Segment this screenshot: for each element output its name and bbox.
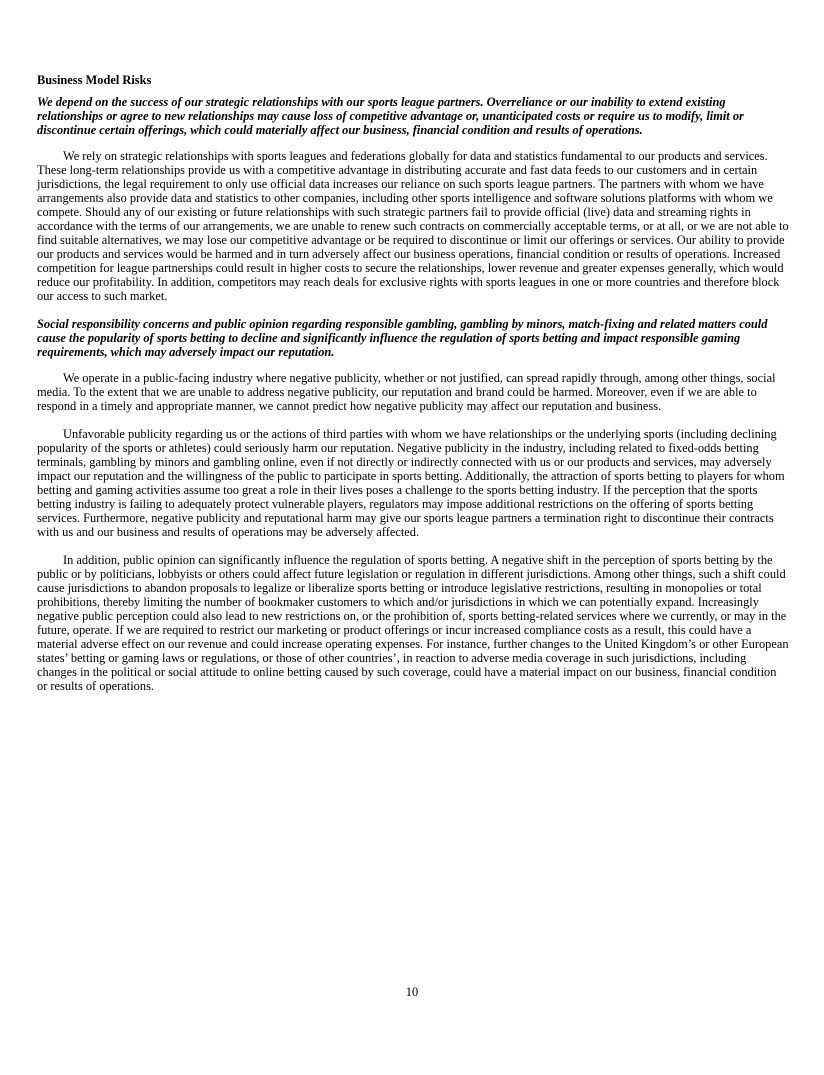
body-paragraph: Unfavorable publicity regarding us or the actions of third parties with whom we have relationships or the underlying sports (including declining popularity of the sports or athletes) could seriously harm our reputation. Negative publicity in the industry, including related to fixed-odds betting terminals, gambling by minors and gambling online, even if not directly or indirectly connected with us or our products and services, may adversely impact our reputation and the willingness of the public to participate in sports betting. Additionally, the attraction of sports betting to players for whom betting and gaming activities assume too great a role in their lives poses a challenge to the sports betting industry. If the perception that the sports betting industry is failing to adequately protect vulnerable players, regulators may impose additional restrictions on the offering of sports betting services. Furthermore, negative publicity and reputational harm may give our sports league partners a termination right to discontinue their contracts with us and our business and results of operations may be adversely affected. (37, 427, 785, 539)
section-heading: Business Model Risks (37, 73, 152, 87)
body-paragraph: We operate in a public-facing industry where negative publicity, whether or not justified, can spread rapidly through, among other things, social media. To the extent that we are unable to address negative publicity, our reputation and brand could be harmed. Moreover, even if we are able to respond in a timely and appropriate manner, we cannot predict how negative publicity may affect our reputation and business. (37, 371, 776, 413)
document-page (37, 73, 789, 707)
page-number: 10 (405, 985, 419, 999)
risk-factor-title-sports-league-relationships: We depend on the success of our strategic relationships with our sports league partners. Overreliance or our inability to extend existing relationships or agree to new relationships may cause loss of competitive advantage or, unanticipated costs or require us to modify, limit or discontinue certain offerings, which could materially affect our business, financial condition and results of operations. (37, 95, 744, 137)
body-paragraph: We rely on strategic relationships with sports leagues and federations globally for data and statistics fundamental to our products and services. These long-term relationships provide us with a competitive advantage in distributing accurate and fast data feeds to our customers and in certain jurisdictions, the legal requirement to only use official data increases our reliance on such sports league partners. The partners with whom we have arrangements also provide data and statistics to other companies, including other sports intelligence and software solutions platforms with whom we compete. Should any of our existing or future relationships with such strategic partners fail to provide official (live) data and streaming rights in accordance with the terms of our arrangements, we are unable to renew such contracts on commercially acceptable terms, or at all, or we are not able to find suitable alternatives, we may lose our competitive advantage or be required to discontinue or limit our offerings or services. Our ability to provide our products and services would be harmed and in turn adversely affect our business operations, financial condition or results of operations. Increased competition for league partnerships could result in higher costs to secure the relationships, lower revenue and greater expenses generally, which would reduce our profitability. In addition, competitors may reach deals for exclusive rights with sports leagues in one or more countries and therefore block our access to such market. (37, 149, 789, 303)
risk-factor-title-social-responsibility: Social responsibility concerns and public opinion regarding responsible gambling, gambling by minors, match-fixing and related matters could cause the popularity of sports betting to decline and significantly influence the regulation of sports betting and impact responsible gaming requirements, which may adversely impact our reputation. (37, 317, 768, 359)
body-paragraph: In addition, public opinion can significantly influence the regulation of sports betting. A negative shift in the perception of sports betting by the public or by politicians, lobbyists or others could affect future legislation or regulation in different jurisdictions. Among other things, such a shift could cause jurisdictions to abandon proposals to legalize or liberalize sports betting or introduce legislative restrictions, resulting in monopolies or total prohibitions, thereby limiting the number of bookmaker customers to which and/or jurisdictions in which we can potentially expand. Increasingly negative public perception could also lead to new restrictions on, or the prohibition of, sports betting-related services where we currently, or may in the future, operate. If we are required to restrict our marketing or product offerings or incur increased compliance costs as a result, this could have a material adverse effect on our revenue and could increase operating expenses. For instance, further changes to the United Kingdom’s or other European states’ betting or gaming laws or regulations, or those of other countries’, in reaction to adverse media coverage in such jurisdictions, including changes in the political or social attitude to online betting caused by such coverage, could have a material impact on our business, financial condition or results of operations. (37, 553, 789, 693)
